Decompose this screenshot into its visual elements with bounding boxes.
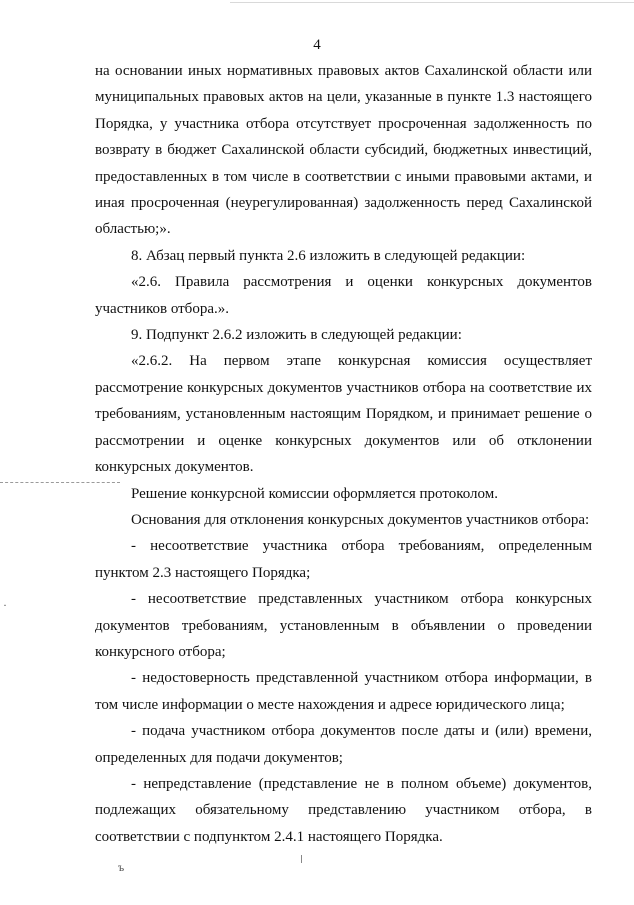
paragraph — [95, 533, 592, 586]
text-line: Решение конкурсной комиссии оформляется протоколом. — [131, 485, 498, 502]
text-line: - непредставление (представление не в полном объеме) документов, — [131, 775, 592, 792]
text-line: на основании иных нормативных правовых актов Сахалинской области или — [95, 63, 592, 79]
text-line: документов требованиям, установленным в объявлении о проведении — [95, 617, 592, 634]
page-number: 4 — [313, 37, 321, 53]
text-line: областью;». — [95, 221, 171, 238]
paragraph — [95, 481, 592, 507]
text-line: - несоответствие участника отбора требованиям, определенным — [131, 538, 592, 555]
text-line: пунктом 2.3 настоящего Порядка; — [95, 564, 311, 581]
paragraph — [95, 718, 592, 771]
text-line: определенных для подачи документов; — [95, 749, 343, 766]
text-line: «2.6.2. На первом этапе конкурсная комиссия осуществляет — [131, 353, 592, 370]
text-line: предоставленных в том числе в соответствии с иными правовыми актами, и — [95, 168, 592, 185]
text-line: требованиям, установленным настоящим Порядком, и принимает решение о — [95, 406, 592, 423]
paragraph — [95, 665, 592, 718]
text-line: Порядка, у участника отбора отсутствует просроченная задолженность по — [95, 115, 592, 132]
scan-speck: · — [3, 598, 7, 612]
scan-bottom-tick — [301, 855, 302, 863]
text-line: 8. Абзац первый пункта 2.6 изложить в следующей редакции: — [131, 247, 526, 264]
text-line: рассмотрение конкурсных документов участников отбора на соответствие их — [95, 379, 592, 396]
text-line: конкурсного отбора; — [95, 643, 226, 660]
paragraph — [95, 348, 592, 480]
text-line: Основания для отклонения конкурсных документов участников отбора: — [131, 511, 590, 528]
text-line: подлежащих обязательному представлению участником отбора, в — [95, 802, 592, 819]
text-line: «2.6. Правила рассмотрения и оценки конкурсных документов — [131, 274, 592, 291]
text-line: участников отбора.». — [95, 300, 229, 317]
paragraph — [95, 771, 592, 850]
paragraph — [95, 586, 592, 665]
paragraph — [95, 58, 592, 243]
text-line: муниципальных правовых актов на цели, указанные в пункте 1.3 настоящего — [95, 89, 592, 106]
paragraph — [95, 322, 592, 348]
scan-speck: ъ — [118, 860, 125, 874]
text-line: - подача участником отбора документов после даты и (или) времени, — [131, 723, 592, 740]
text-line: возврату в бюджет Сахалинской области субсидий, бюджетных инвестиций, — [95, 142, 592, 159]
paragraph — [95, 243, 592, 269]
text-line: соответствии с подпунктом 2.4.1 настоящего Порядка. — [95, 828, 443, 845]
text-line: иная просроченная (неурегулированная) задолженность перед Сахалинской — [95, 195, 592, 212]
text-line: - недостоверность представленной участником отбора информации, в — [131, 670, 592, 687]
text-line: - несоответствие представленных участником отбора конкурсных — [131, 591, 592, 608]
paragraph — [95, 269, 592, 322]
scan-edge-line — [230, 2, 634, 3]
text-line: рассмотрении и оценке конкурсных документов или об отклонении — [95, 432, 592, 449]
text-line: конкурсных документов. — [95, 459, 254, 476]
text-line: том числе информации о месте нахождения и адресе юридического лица; — [95, 696, 565, 713]
paragraph — [95, 507, 592, 533]
text-line: 9. Подпункт 2.6.2 изложить в следующей редакции: — [131, 327, 462, 344]
document-body — [95, 58, 592, 850]
